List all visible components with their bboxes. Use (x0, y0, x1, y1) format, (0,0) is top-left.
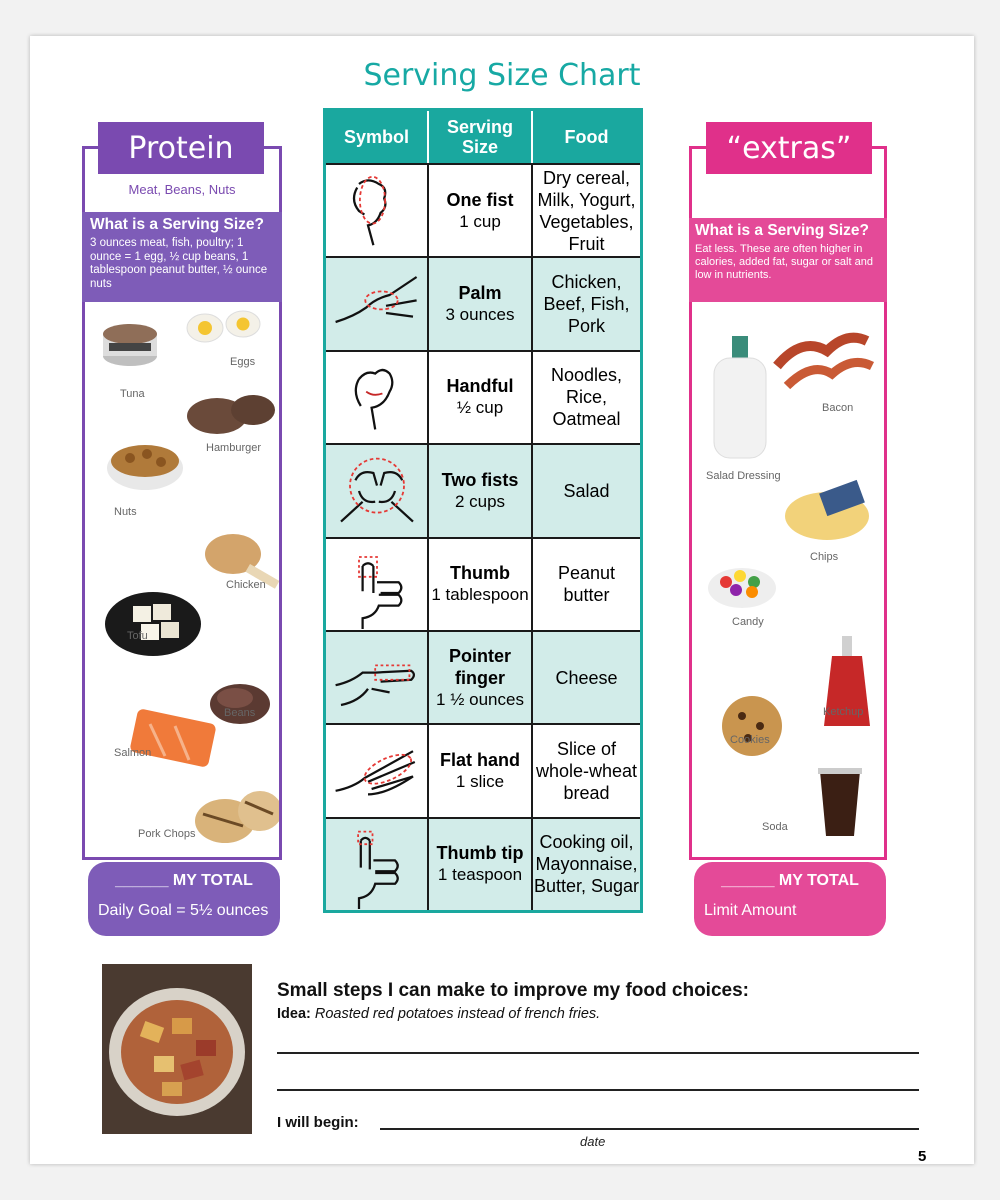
symbol-cell (326, 725, 429, 816)
food-label: Tofu (127, 630, 148, 642)
protein-daily-goal: Daily Goal = 5½ ounces (98, 902, 269, 919)
food-label: Ketchup (823, 706, 864, 718)
food-cell: Cooking oil, Mayonnaise, Butter, Sugar (533, 832, 640, 897)
extras-box-title: What is a Serving Size? (695, 222, 869, 239)
serving-size-cell (429, 352, 533, 443)
table-row (326, 163, 640, 256)
serving-size-cell (429, 258, 533, 349)
food-label: Candy (732, 616, 764, 628)
food-cell: Slice of whole-wheat bread (535, 739, 638, 804)
small-steps-heading: Small steps I can make to improve my food choices: (277, 980, 749, 1001)
bacon-image (777, 338, 872, 386)
header-food: Food (564, 127, 609, 147)
symbol-cell (326, 352, 429, 443)
write-in-line[interactable] (277, 1089, 919, 1091)
serving-size-cell (429, 725, 533, 816)
symbol-cell (326, 632, 429, 723)
serving-size-name: One fist (446, 189, 514, 210)
table-row (326, 350, 640, 443)
nuts-image (107, 445, 183, 490)
food-label: Beans (224, 707, 256, 719)
page-number: 5 (918, 1148, 927, 1165)
serving-size-name: Thumb tip (436, 843, 524, 864)
header-symbol: Symbol (326, 111, 429, 163)
symbol-cell (326, 539, 429, 630)
food-cell: Cheese (555, 667, 618, 688)
eggs-image (187, 311, 260, 342)
protein-heading: Protein (98, 122, 264, 174)
idea-line (277, 1006, 600, 1022)
serving-size-amount: 1 slice (455, 772, 505, 792)
food-cell: Salad (563, 480, 610, 501)
protein-foods-illustration (85, 306, 279, 846)
protein-total-label: ______ MY TOTAL (115, 872, 253, 889)
protein-box-title: What is a Serving Size? (90, 216, 264, 233)
serving-size-table (323, 108, 643, 913)
two-fists-icon (327, 446, 427, 536)
symbol-cell (326, 258, 429, 349)
handful-icon (327, 352, 427, 442)
symbol-cell (326, 819, 429, 910)
food-cell: Peanut butter (557, 563, 616, 606)
roasted-potatoes-photo (102, 964, 252, 1134)
serving-size-name: Flat hand (440, 750, 520, 771)
table-row (326, 443, 640, 536)
page-title: Serving Size Chart (363, 58, 641, 93)
table-row (326, 630, 640, 723)
serving-size-name: Two fists (441, 469, 519, 490)
begin-date-line[interactable] (380, 1128, 919, 1130)
extras-foods-illustration (692, 306, 884, 846)
serving-size-name: Thumb (450, 563, 510, 584)
soda-image (818, 768, 862, 836)
serving-size-name: Pointer finger (448, 645, 511, 688)
pointer-finger-icon (327, 633, 427, 723)
document-page (30, 36, 974, 1164)
protein-subheading: Meat, Beans, Nuts (128, 182, 236, 197)
write-in-line[interactable] (277, 1052, 919, 1054)
table-row (326, 817, 640, 910)
extras-limit-amount: Limit Amount (704, 902, 797, 919)
protein-box-text: 3 ounces meat, fish, poultry; 1 ounce = 1 egg, ½ cup beans, 1 tablespoon peanut butter, ½ ounce nuts (90, 237, 268, 290)
date-label: date (580, 1134, 606, 1149)
symbol-cell (326, 445, 429, 536)
begin-label: I will begin: (277, 1114, 359, 1131)
extras-total-box (694, 862, 886, 936)
table-row (326, 537, 640, 630)
serving-size-amount: 1 tablespoon (431, 585, 529, 605)
tuna-image (103, 324, 157, 366)
table-header-row (326, 111, 640, 163)
food-label: Chips (810, 551, 839, 563)
serving-size-amount: 1 ½ ounces (436, 689, 524, 709)
food-label: Pork Chops (138, 828, 196, 840)
chips-image (785, 480, 869, 540)
serving-size-name: Palm (458, 283, 502, 304)
hamburger-image (187, 395, 275, 434)
table-row (326, 723, 640, 816)
extras-total-label: ______ MY TOTAL (721, 872, 859, 889)
palm-icon (327, 259, 427, 349)
food-label: Chicken (226, 579, 266, 591)
extras-box-text: Eat less. These are often higher in calories, added fat, sugar or salt and low in nutrients. (695, 243, 873, 281)
idea-text: Roasted red potatoes instead of french fries. (314, 1006, 601, 1022)
serving-size-cell (429, 165, 533, 256)
food-label: Eggs (230, 356, 256, 368)
serving-size-amount: 1 teaspoon (437, 865, 523, 885)
symbol-cell (326, 165, 429, 256)
food-label: Bacon (822, 402, 854, 414)
food-label: Nuts (114, 506, 137, 518)
table-row (326, 256, 640, 349)
flat-hand-icon (327, 726, 427, 816)
food-label: Salad Dressing (706, 470, 781, 482)
serving-size-cell (429, 632, 533, 723)
food-cell: Noodles, Rice, Oatmeal (550, 365, 623, 430)
thumb-tip-icon (327, 819, 427, 909)
candy-image (708, 568, 776, 608)
serving-size-cell (429, 539, 533, 630)
pork-chops-image (195, 791, 279, 843)
serving-size-amount: ½ cup (456, 398, 504, 418)
food-label: Cookies (730, 734, 770, 746)
food-label: Soda (762, 821, 788, 833)
protein-serving-box (82, 212, 282, 302)
food-label: Tuna (120, 388, 145, 400)
serving-size-cell (429, 445, 533, 536)
cookies-image (722, 696, 782, 756)
protein-total-box (88, 862, 280, 936)
tofu-image (105, 592, 201, 656)
header-serving-size: Serving Size (429, 111, 533, 163)
food-label: Hamburger (206, 442, 262, 454)
thumb-icon (327, 539, 427, 629)
fist-icon (327, 166, 427, 256)
serving-size-amount: 1 cup (459, 211, 501, 231)
idea-label: Idea: (277, 1006, 311, 1022)
serving-size-cell (429, 819, 533, 910)
serving-size-amount: 2 cups (454, 491, 506, 511)
food-cell: Dry cereal, Milk, Yogurt, Vegetables, Fruit (537, 167, 636, 254)
food-cell: Chicken, Beef, Fish, Pork (543, 272, 630, 337)
serving-size-name: Handful (446, 376, 514, 397)
food-label: Salmon (114, 747, 152, 759)
extras-serving-box (689, 218, 887, 302)
salad-dressing-image (714, 336, 766, 458)
extras-heading: “extras” (706, 122, 872, 174)
serving-size-amount: 3 ounces (445, 305, 515, 325)
